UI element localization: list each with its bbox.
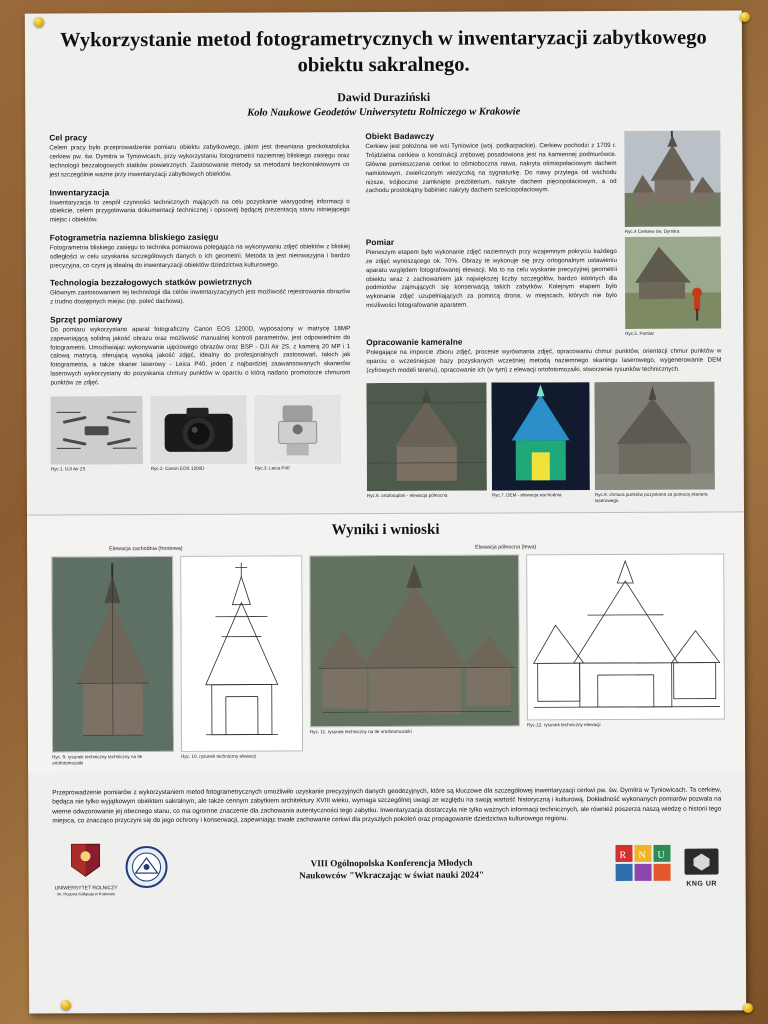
results-section [27,511,745,774]
section-sprzet-pomiarowy [50,314,350,388]
section-cel-pracy [49,133,349,180]
left-column [49,133,351,507]
section-fotogrametria [50,232,350,271]
colored-squares-icon [615,845,673,885]
right-logos [615,845,719,890]
dem-east [491,382,589,490]
knd-circle-icon [125,846,167,888]
kng-ur-logo [683,848,719,888]
svg-text:U: U [657,850,665,862]
figure-drone [50,396,142,472]
section-heading: Cel pracy [49,133,88,143]
drawing-10 [180,555,303,752]
section-inwentaryzacja [50,187,350,226]
figure-caption: Ryc. 10. rysunek techniczny elewacji [181,753,256,759]
figure-dem [491,382,590,504]
conclusion-text: Przeprowadzenie pomiarów z wykorzystaniem metod fotogrametrycznych umożliwiło uzyskanie precyzyjnych danych geodezyjnych, które są kluczowe dla szczegółowej inwentaryzacji cerkwi pw. św. Dymitra w Tyniowicach. Ta cerkiew, będąca nie tylko wyjątkowym obiektem sakralnym, ale także cennym zabytkiem architektury XVIII wieku, wymaga szczególnej uwagi ze względu na swoją wartość historyczną i kulturową. Dokładność wykonanych pomiarów pozwala na wierne odwzorowanie jej obecnego stanu, co ma ogromne znaczenie dla zachowania autentyczności tego zabytku. Inwentaryzacja dostarczyła nie tylko ważnych informacji technicznych, ale również poszerza naszą wiedzę o historii tego miejsca, co znacząco przyczyni się do jego ochrony i konserwacji, zapewniając trwałe zachowanie cerkwi dla przyszłych pokoleń oraz propagowanie dziedzictwa kulturowego regionu. [52,786,722,825]
svg-text:N: N [638,850,646,862]
section-bsp [50,278,350,308]
figure-caption: Ryc. 11. rysunek techniczny na tle ortofotomozaiki [309,728,412,735]
figure-survey [625,237,721,337]
section-heading: Opracowanie kameralne [366,337,463,348]
pin-bottom-left [61,1000,71,1010]
figure-caption: Ryc.12. rysunek techniczny elewacji [526,721,601,728]
section-heading: Pomiar [365,238,395,248]
pin-top-right [740,12,750,22]
poster-author: Dawid Duraziński [337,90,431,105]
drawing-block-10 [180,555,303,759]
poster-body [25,121,744,506]
figure-caption: Ryc.3. Leica P40 [254,465,290,471]
poster-affiliation: Koło Naukowe Geodetów Uniwersytetu Rolniczego w Krakowie [247,106,521,120]
poster-header [25,10,742,124]
survey-photo [625,237,721,329]
figure-caption: Ryc.6. ortofotoplan - elewacja północna [366,493,448,499]
equipment-figures [50,395,350,472]
results-heading: Wyniki i wnioski [331,521,440,539]
ur-crest-icon [69,843,103,879]
orthophoto-north [366,383,486,492]
drawing-block-11 [309,554,520,735]
section-heading: Sprzęt pomiarowy [50,315,123,325]
figure-caption: Ryc.7. DEM - elewacja wschodnia [491,492,562,498]
label-north-elevation: Elewacja północna (lewa) [475,544,537,551]
section-text: Polegające na imporcie zbioru zdjęć, procesie wyrównania zdjęć, opracowaniu chmur punktów, orientacji chmur punktów w oparciu o wcześniejsze bazy pozyskanych wcześniej metodą naziemnego skaningu laserowego, wygenerowanie DEM (cyfrowych modeli terenu), opracowanie ich (w tym) z elewacji ortofotomozaiki, stworzenie rysunków technicznych. [366,347,722,374]
pin-top-left [34,17,44,27]
section-text: Głównym zastosowaniem tej technologii dla celów inwentaryzacyjnych jest możliwość rejestrowania obrazów z trudno dostępnych miejsc (np. poleć dachowa). [50,288,351,306]
poster-footer [28,834,745,908]
figure-caption: Ryc.8. chmura punktów pozyskana za pomocą skanera laserowego [594,491,708,504]
figure-orthophoto [366,383,487,505]
sponsor-logo [615,845,673,890]
left-logos [54,842,167,897]
right-column [365,131,722,505]
conference-title [299,856,484,882]
drone-photo [50,396,142,464]
figure-caption: Ryc.1. DJI Air 2S [50,465,86,472]
figure-scanner [254,395,340,471]
section-text: Pierwszym etapem było wykonanie zdjęć naziemnych przy wzajemnym pokryciu każdego ze zdjęć wynoszącego ok. 70%. Obrazy te wykonuje się przy ortogonalnym ustawieniu aparatu względem fotografowanej elewacji. Ma to na celu wyskanie precyzyjnej geometrii obiektu wraz z zachowaniem jak największej liczby szczegółów, bardzo istotnych dla podmiotów zajmujących się konserwacją takich zabytków. Kolejnym etapem było wykonanie zdjęć uzupełniających za pomocą drona, w miejscach, których nie było możliwości fotografowanie aparatem. [365,248,618,310]
pin-bottom-right [743,1003,753,1013]
label-west-elevation: Elewacja zachodnia (frontowa) [109,545,183,553]
kng-shield-icon [683,848,719,876]
section-heading: Technologia bezzałogowych statków powietrznych [49,278,252,288]
svg-text:R: R [619,850,627,862]
conference-line-2: Naukowców "Wkraczając w świat nauki 2024" [299,869,485,881]
section-heading: Obiekt Badawczy [365,132,435,142]
pointcloud-scanner [594,382,714,491]
drawing-block-12 [526,553,725,728]
figure-caption: Ryc.4 Cerkiew św. Dymitra [624,229,680,235]
section-text: Celem pracy było przeprowadzenie pomiaru obiektu zabytkowego, jakim jest drewniana greckokatolicka cerkiew pw. św. Dymitra w Tyniowicach, przy wykorzystaniu fotogrametrii naziemnej bliskiego zasięgu oraz technologii bezzałogowych statków powietrznych. Zastosowanie metody sa metodami bezkontaktowymi co jest szczególnie ważne przy inwentaryzacji zabytkowych obiektów. [49,143,350,179]
figure-caption: Ryc. 9. rysunek techniczny techniczny na tle ortofotomozaiki [52,753,143,765]
poster-title: Wykorzystanie metod fotogrametrycznych w inwentaryzacji zabytkowego obiektu sakralnego. [60,26,707,77]
figure-church [624,131,720,235]
ur-logo [54,843,117,898]
church-photo [624,131,720,227]
kng-ur-label: KNG UR [686,880,717,888]
drawing-11 [309,554,520,727]
section-heading: Fotogrametria naziemna bliskiego zasięgu [49,232,219,243]
section-text: Cerkiew jest położona we wsi Tyniowice (woj. podkarpackie). Cerkiew pochodzi z 1709 r. Trójdzielna cerkiew o konstrukcji zrębowej posadowiona jest na kamiennej podmurówce. Główne pomieszczenie cerkwi to ośmioboczna nawa, nakryta ośmiopołaciowym dachem namiotowym, zwieńczonym wieżyczką na sygnaturkę. Do nawy przylega od wschodu niższe, trójboczne zamknięte prezbiterium, nakryte dachem pięciopołaciowym, a od zachodu prostokątny babiniec nakryty dachem sześciopołaciowym. [365,142,617,195]
conference-line-1: VIII Ogólnopolska Konferencja Młodych [310,857,473,868]
conference-poster [25,10,746,1013]
section-text: Inwentaryzacja to zespół czynności technicznych mających na celu pozyskanie wiarygodnej informacji o obiekcie, celem przygotowania dokumentacji technicznej i opisowej będącej prezentacją stanu istniejącego miejsc i obiektów. [49,197,350,224]
figure-caption: Ryc.2. Canon EOS 1200D [150,465,205,471]
section-text: Fotogrametria bliskiego zasięgu to technika pomiarowa polegająca na wykonywaniu zdjęć obiektów z bliskiej odległości w celu uzyskania szczegółowych danych o ich geometrii. Metoda ta jest nieinwazyjna i bardzo precyzyjna, co czyni ją idealną do inwentaryzacji obiektów dziedzictwa kulturowego. [49,243,350,270]
camera-photo [150,395,246,463]
figure-pointcloud [594,382,715,504]
figure-camera [150,395,246,471]
section-heading: Inwentaryzacja [49,187,110,198]
drawing-9 [51,556,174,753]
university-name: UNIWERSYTET ROLNICZY im. Hugona Kołłątaja w Krakowie [54,885,118,897]
kng-round-logo [125,846,167,893]
scanner-photo [254,395,340,463]
section-opracowanie-kameralne [366,336,721,375]
result-figures [366,382,722,505]
technical-drawings [51,553,721,765]
drawing-12 [526,553,725,720]
drawing-block-9 [51,556,174,766]
figure-caption: Ryc.5. Pomiar [625,331,655,337]
section-text: Do pomiaru wykorzystano aparat fotograficzny Canon EOS 1200D, wyposażony w matrycę 18MP zapewniającą solidną jakość obrazu oraz możliwość manualnej kontroli parametrów, jest odpowiednim do fotogrametrii. Umożliwiając wykonywanie ujęciowego obrazów oraz BSP - DJI Air 2S, z kamerą 20 MP i 1 calową matrycą, oferującą wysoką jakość zdjęć, idealny do profesjonalnych zastosowań, takich jak fotogrametria, a także skaner laserowy - Leica P40, jeden z najbardziej zaawansowanych skanerów laserowych wykorzystany do pozyskania chmury punktów w oparciu o którą nadano promotorze chmurom punktów ze zdjęć. [50,325,351,387]
